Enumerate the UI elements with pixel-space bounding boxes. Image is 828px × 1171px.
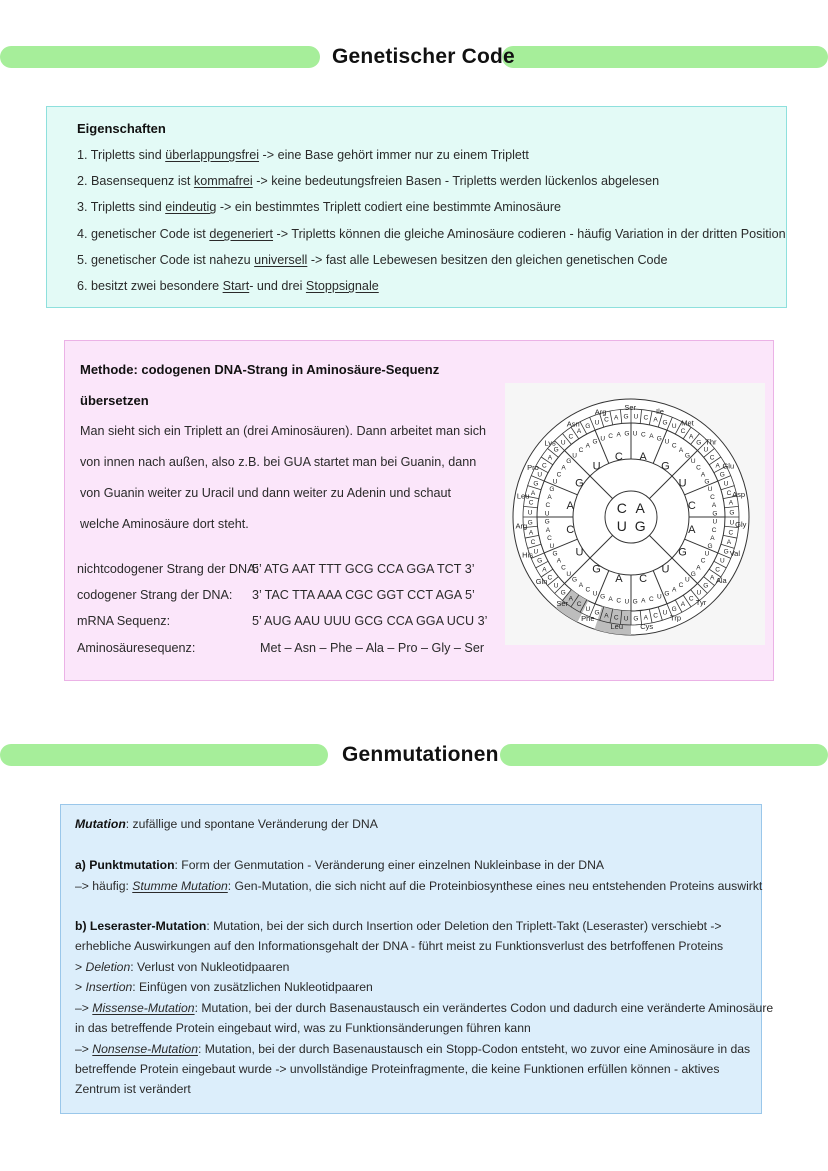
sequence-value: Met – Asn – Phe – Ala – Pro – Gly – Ser	[260, 641, 485, 655]
wheel-base-outer: U	[560, 439, 566, 447]
wheel-base-ring: A	[608, 595, 613, 603]
wheel-base-outer: C	[728, 529, 734, 537]
missense-mutation-2: in das betreffende Protein eingebaut wird, was zu Funktionsänderungen führen kann	[75, 1021, 531, 1035]
wheel-base-ring: C	[696, 464, 701, 472]
wheel-base-outer: G	[662, 419, 668, 427]
wheel-base-outer: U	[553, 582, 559, 590]
property-item: 5. genetischer Code ist nahezu universell -> fast alle Lebewesen besitzen den gleichen genetischen Code	[77, 253, 668, 267]
wheel-amino-acid: Gly	[735, 519, 747, 529]
wheel-base-ring: C	[710, 494, 715, 502]
wheel-base-outer: U	[585, 605, 591, 613]
deletion: > Deletion: Verlust von Nukleotidpaaren	[75, 960, 290, 974]
wheel-base-outer: A	[653, 416, 658, 424]
frameshift-mutation-2: erhebliche Auswirkungen auf den Informationsgehalt der DNA - führt meist zu Funktionsverlust des betrfoffenen Proteins	[75, 939, 724, 953]
wheel-base-outer: C	[542, 462, 547, 470]
wheel-base-ring: A	[711, 502, 717, 510]
wheel-base-ring: G	[664, 590, 670, 598]
wheel-base-ring: U	[552, 478, 558, 486]
wheel-base-inner: C	[616, 499, 627, 516]
frameshift-mutation: b) Leseraster-Mutation: Mutation, bei der sich durch Insertion oder Deletion den Triplett-Takt (Leseraster) verschiebt ->	[75, 919, 722, 933]
header-bar-left	[0, 744, 328, 766]
wheel-base-ring: A	[649, 433, 654, 441]
wheel-base-ring: A	[545, 526, 551, 534]
wheel-base-outer: G	[537, 557, 543, 565]
wheel-base-ring: G	[707, 542, 713, 550]
method-desc-line: von innen nach außen, also z.B. bei GUA startet man bei Guanin, dann	[80, 455, 477, 469]
wheel-base-outer: C	[604, 416, 609, 424]
wheel-amino-acid: Leu	[516, 491, 530, 501]
wheel-base-ring: G	[544, 518, 550, 526]
wheel-base-outer: A	[568, 595, 574, 603]
wheel-base-outer: A	[715, 462, 720, 470]
wheel-base-ring: C	[700, 557, 706, 565]
wheel-base-outer: U	[537, 471, 543, 479]
wheel-base-ring: U	[712, 518, 718, 526]
wheel-base-outer: G	[560, 589, 566, 597]
wheel-amino-acid: Ala	[715, 575, 727, 585]
wheel-base-ring: A	[710, 534, 715, 542]
wheel-base-ring: G	[592, 438, 598, 446]
method-desc-line: welche Aminosäure dort steht.	[80, 517, 249, 531]
wheel-base-ring: U	[624, 598, 630, 606]
method-desc-line: Man sieht sich ein Triplett an (drei Aminosäuren). Dann arbeitet man sich	[80, 424, 486, 438]
wheel-base-middle: U	[575, 546, 584, 559]
wheel-base-outer: U	[719, 557, 725, 565]
wheel-base-ring: G	[704, 478, 710, 486]
wheel-amino-acid: Glu	[722, 461, 735, 471]
wheel-base-ring: U	[690, 458, 696, 466]
sequence-value: 5’ ATG AAT TTT GCG CCA GGA TCT 3’	[252, 562, 475, 576]
wheel-base-ring: G	[712, 510, 718, 518]
wheel-base-outer: C	[715, 566, 720, 574]
keyword: Stoppsignale	[305, 279, 379, 293]
wheel-base-outer: U	[633, 413, 639, 421]
method-desc-line: von Guanin weiter zu Uracil und dann weiter zu Adenin und schaut	[80, 486, 452, 500]
mutation-definition: Mutation: zufällige und spontane Veränderung der DNA	[75, 817, 378, 831]
wheel-amino-acid: His	[522, 550, 534, 560]
wheel-base-outer: G	[553, 446, 559, 454]
wheel-base-ring: C	[671, 442, 677, 450]
sequence-value: 5’ AUG AAU UUU GCG CCA GGA UCU 3’	[252, 614, 488, 628]
wheel-base-ring: U	[549, 542, 555, 550]
keyword: kommafrei	[193, 174, 253, 188]
wheel-amino-acid: Asp	[732, 489, 746, 499]
sequence-value: 3’ TAC TTA AAA CGC GGT CCT AGA 5’	[252, 588, 475, 602]
wheel-base-outer: G	[585, 423, 591, 431]
wheel-base-outer: G	[623, 413, 629, 421]
wheel-base-outer: C	[568, 433, 574, 441]
wheel-base-ring: U	[572, 452, 577, 460]
wheel-base-outer: C	[653, 612, 658, 620]
wheel-base-middle: U	[661, 563, 670, 576]
wheel-base-middle: U	[592, 460, 601, 473]
wheel-base-outer: G	[703, 582, 709, 590]
wheel-base-middle: A	[566, 499, 574, 512]
wheel-base-outer: U	[671, 423, 677, 431]
wheel-base-ring: A	[672, 586, 677, 594]
wheel-base-outer: C	[688, 595, 694, 603]
wheel-base-ring: U	[600, 435, 606, 443]
wheel-base-ring: A	[641, 597, 646, 605]
property-item: 3. Tripletts sind eindeutig -> ein bestimmtes Triplett codiert eine bestimmte Aminosäure	[77, 200, 562, 214]
wheel-base-ring: U	[656, 593, 662, 601]
wheel-base-middle: G	[661, 460, 670, 473]
missense-mutation: –> Missense-Mutation: Mutation, bei der durch Basenaustausch ein verändertes Codon und dadurch eine veränderte Aminosäure	[75, 1001, 774, 1015]
section-title-genetischer-code: Genetischer Code	[332, 45, 515, 68]
wheel-base-ring: G	[572, 576, 578, 584]
wheel-amino-acid: Cys	[640, 621, 654, 631]
codon-wheel	[505, 383, 765, 645]
wheel-base-ring: A	[700, 471, 706, 479]
wheel-base-outer: U	[703, 446, 709, 454]
properties-heading: Eigenschaften	[77, 121, 166, 136]
wheel-amino-acid: Pro	[527, 463, 539, 473]
keyword: überlappungsfrei	[165, 148, 260, 162]
codon-wheel-diagram	[505, 383, 765, 645]
wheel-base-outer: A	[688, 433, 694, 441]
wheel-base-ring: G	[690, 570, 696, 578]
wheel-base-middle: A	[639, 451, 647, 464]
wheel-base-middle: C	[639, 572, 648, 585]
sequence-label: mRNA Sequenz:	[77, 614, 171, 628]
wheel-base-outer: U	[527, 509, 533, 517]
wheel-base-outer: A	[680, 601, 686, 609]
wheel-base-outer: C	[613, 614, 619, 622]
nonsense-mutation-2: betreffende Protein eingebaut wurde -> unvollständige Proteinfragmente, die keine Funktionen erfüllen können - aktives	[75, 1062, 720, 1076]
wheel-base-ring: C	[640, 431, 646, 439]
wheel-base-middle: G	[592, 563, 601, 576]
keyword: eindeutig	[165, 200, 217, 214]
wheel-base-ring: C	[585, 586, 591, 594]
wheel-base-ring: C	[578, 447, 584, 455]
header-bar-right	[502, 46, 828, 68]
wheel-base-ring: C	[649, 595, 654, 603]
wheel-base-ring: G	[656, 435, 662, 443]
wheel-base-middle: U	[678, 477, 687, 490]
property-item: 1. Tripletts sind überlappungsfrei -> eine Base gehört immer nur zu einem Triplett	[77, 148, 529, 162]
section-title-genmutationen: Genmutationen	[342, 743, 499, 766]
wheel-base-ring: C	[561, 564, 566, 572]
wheel-amino-acid: Tyr	[695, 597, 707, 607]
wheel-base-ring: U	[704, 550, 710, 558]
wheel-base-outer: C	[709, 454, 715, 462]
wheel-base-ring: C	[547, 534, 552, 542]
wheel-amino-acid: Ser	[556, 598, 569, 608]
wheel-amino-acid: Arg	[515, 521, 528, 531]
header-bar-right	[500, 744, 828, 766]
wheel-base-ring: C	[711, 526, 717, 534]
wheel-base-outer: U	[723, 480, 729, 488]
wheel-base-ring: A	[696, 564, 701, 572]
wheel-base-outer: G	[696, 439, 702, 447]
wheel-base-ring: U	[592, 590, 598, 598]
wheel-base-outer: A	[726, 539, 732, 547]
wheel-base-outer: G	[527, 519, 533, 527]
wheel-base-outer: A	[709, 574, 715, 582]
wheel-base-middle: G	[575, 477, 584, 490]
wheel-base-ring: G	[600, 593, 606, 601]
wheel-base-middle: A	[615, 572, 623, 585]
wheel-amino-acid: Ser	[624, 403, 637, 413]
wheel-base-ring: U	[566, 570, 572, 578]
wheel-base-ring: A	[616, 431, 621, 439]
wheel-base-ring: G	[549, 486, 555, 494]
wheel-base-outer: A	[542, 566, 547, 574]
point-mutation: a) Punktmutation: Form der Genmutation - Veränderung einer einzelnen Nukleinbase in der DNA	[75, 858, 605, 872]
wheel-base-outer: C	[576, 601, 582, 609]
wheel-base-ring: C	[545, 502, 551, 510]
nonsense-mutation-3: Zentrum ist verändert	[75, 1082, 191, 1096]
nonsense-mutation: –> Nonsense-Mutation: Mutation, bei der durch Basenaustausch ein Stopp-Codon entsteht, wo zuvor eine Aminosäure in das	[75, 1042, 751, 1056]
property-item: 6. besitzt zwei besondere Start- und drei Stoppsignale	[77, 279, 379, 293]
wheel-base-outer: C	[726, 489, 732, 497]
wheel-base-outer: U	[594, 419, 600, 427]
wheel-amino-acid: Val	[729, 549, 741, 559]
keyword: degeneriert	[209, 227, 274, 241]
method-title: Methode: codogenen DNA-Strang in Aminosäure-Sequenz	[80, 362, 440, 377]
wheel-amino-acid: Arg	[594, 407, 607, 417]
wheel-base-ring: U	[664, 438, 670, 446]
wheel-base-middle: A	[688, 524, 696, 537]
wheel-base-ring: A	[556, 557, 562, 565]
wheel-base-outer: A	[547, 454, 553, 462]
wheel-base-ring: C	[616, 597, 622, 605]
wheel-base-ring: U	[632, 430, 638, 438]
wheel-amino-acid: Ile	[655, 406, 664, 416]
method-title-2: übersetzen	[80, 393, 149, 408]
property-item: 2. Basensequenz ist kommafrei -> keine bedeutungsfreien Basen - Tripletts werden lückenlos abgelesen	[77, 174, 660, 188]
wheel-base-ring: C	[556, 471, 562, 479]
wheel-base-ring: C	[678, 581, 684, 589]
wheel-base-ring: G	[552, 550, 558, 558]
header-bar-left	[0, 46, 320, 68]
wheel-base-outer: U	[662, 609, 668, 617]
wheel-base-inner: A	[635, 499, 645, 516]
keyword: Start	[222, 279, 250, 293]
wheel-base-ring: G	[624, 430, 630, 438]
wheel-base-outer: C	[547, 574, 553, 582]
wheel-amino-acid: Trp	[670, 613, 682, 623]
wheel-base-ring: U	[544, 510, 550, 518]
wheel-base-outer: G	[633, 615, 639, 623]
wheel-base-ring: U	[685, 576, 690, 584]
wheel-base-outer: A	[614, 414, 619, 422]
wheel-base-middle: C	[566, 524, 575, 537]
property-item: 4. genetischer Code ist degeneriert -> Tripletts können die gleiche Aminosäure codieren - häufig Variation in der dritten Position	[77, 227, 786, 241]
wheel-base-outer: G	[719, 471, 725, 479]
wheel-base-outer: C	[528, 499, 534, 507]
wheel-base-outer: U	[696, 589, 702, 597]
wheel-base-outer: U	[623, 615, 629, 623]
sequence-label: Aminosäuresequenz:	[77, 641, 196, 655]
wheel-base-middle: C	[687, 499, 696, 512]
wheel-base-outer: G	[533, 480, 539, 488]
wheel-base-outer: A	[530, 489, 536, 497]
sequence-label: nichtcodogener Strang der DNA:	[77, 562, 260, 576]
wheel-base-ring: G	[566, 458, 572, 466]
wheel-base-ring: A	[585, 442, 590, 450]
wheel-base-outer: A	[728, 499, 734, 507]
keyword: universell	[254, 253, 308, 267]
wheel-base-inner: G	[634, 518, 646, 535]
wheel-amino-acid: Asn	[566, 419, 580, 429]
wheel-base-outer: G	[729, 509, 735, 517]
wheel-base-middle: G	[678, 546, 687, 559]
wheel-base-outer: A	[604, 612, 609, 620]
wheel-base-outer: G	[594, 609, 600, 617]
wheel-base-outer: U	[533, 548, 539, 556]
insertion: > Insertion: Einfügen von zusätzlichen Nukleotidpaaren	[75, 980, 373, 994]
wheel-base-ring: A	[578, 581, 584, 589]
wheel-base-ring: A	[561, 464, 566, 472]
wheel-base-ring: C	[608, 433, 613, 441]
wheel-base-outer: C	[680, 427, 686, 435]
wheel-base-outer: A	[528, 529, 534, 537]
wheel-base-middle: C	[614, 451, 623, 464]
wheel-base-outer: A	[643, 614, 648, 622]
sequence-label: codogener Strang der DNA:	[77, 588, 233, 602]
wheel-amino-acid: Leu	[610, 622, 624, 632]
wheel-base-ring: G	[632, 598, 638, 606]
wheel-amino-acid: Lys	[544, 438, 556, 448]
wheel-base-ring: A	[678, 447, 684, 455]
wheel-base-ring: G	[684, 452, 690, 460]
wheel-amino-acid: Gln	[535, 577, 548, 587]
wheel-base-outer: G	[723, 548, 729, 556]
wheel-base-outer: C	[530, 539, 536, 547]
wheel-base-outer: A	[576, 427, 582, 435]
wheel-base-outer: G	[671, 605, 677, 613]
wheel-base-outer: C	[643, 414, 649, 422]
wheel-amino-acid: Phe	[581, 614, 595, 624]
wheel-amino-acid: Met	[681, 418, 694, 428]
wheel-base-inner: U	[616, 518, 627, 535]
silent-mutation: –> häufig: Stumme Mutation: Gen-Mutation, die sich nicht auf die Proteinbiosynthese eines neu entstehenden Proteins auswirkt	[75, 879, 763, 893]
wheel-base-outer: U	[729, 519, 735, 527]
wheel-amino-acid: Thr	[705, 437, 717, 447]
wheel-base-ring: U	[707, 486, 713, 494]
wheel-base-ring: A	[547, 494, 552, 502]
